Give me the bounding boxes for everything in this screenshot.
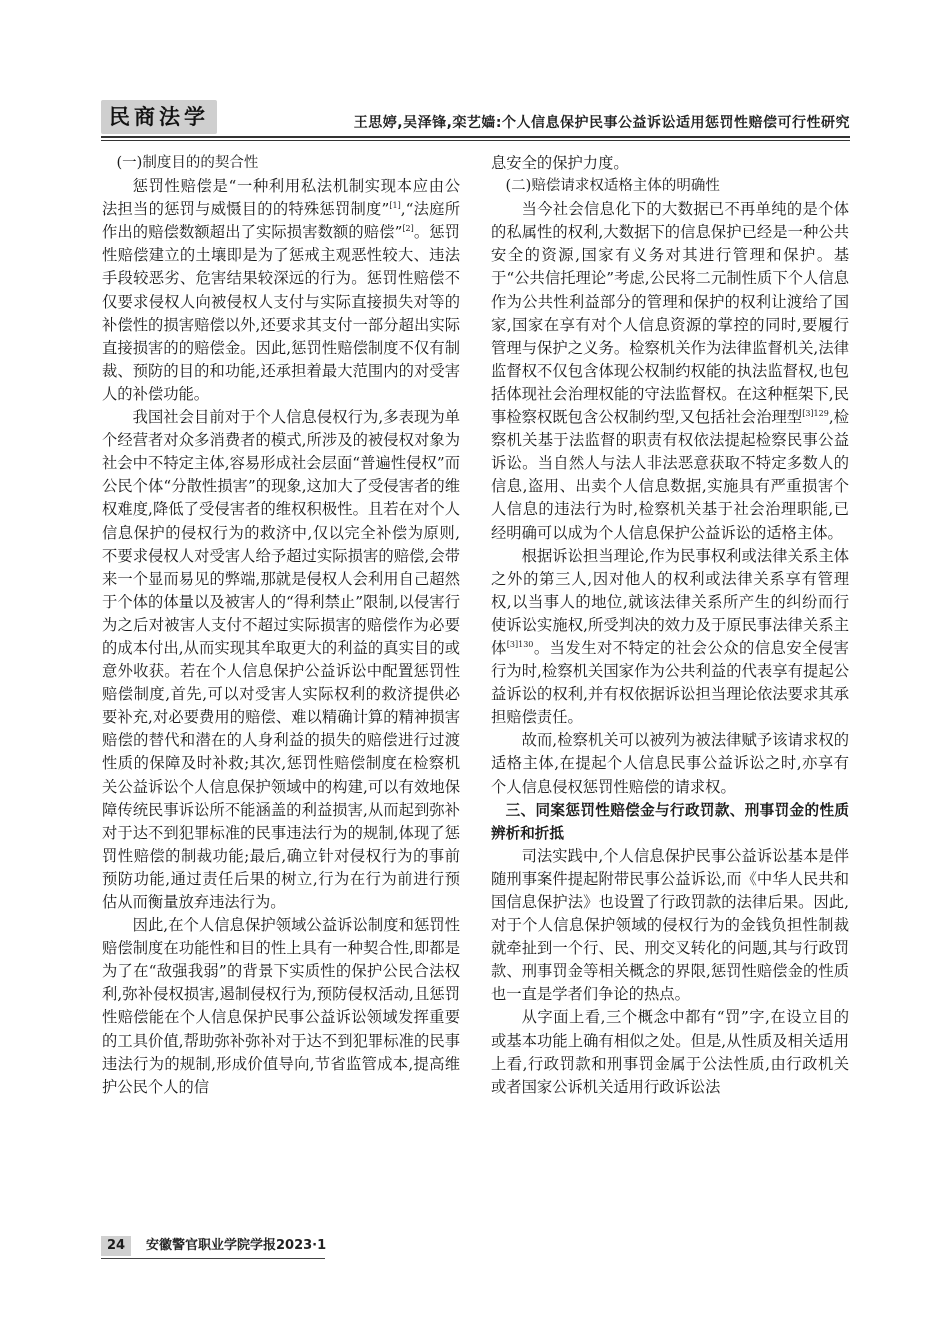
paragraph-text: ,“法庭所作出的赔偿数额超出了实际损害数额的赔偿” [102, 200, 460, 242]
paragraph-text: 惩罚性赔偿是“一种利用私法机制实现本应由公法担当的惩罚与威慑目的的特殊惩罚制度” [102, 177, 460, 219]
subheading-claimant-clarity: (二)赔偿请求权适格主体的明确性 [505, 178, 720, 195]
paragraph: 因此,在个人信息保护领域公益诉讼制度和惩罚性赔偿制度在功能性和目的性上具有一种契合性,即都是为了在“敌强我弱”的背景下实质性的保护公民合法权利,弥补侵权损害,遏制侵权行为,预防侵权活动,且惩罚性赔偿能在个人信息保护民事公益诉讼领域发挥重要的工具价值,帮助弥补弥补对于达不到犯罪标准的民事违法行为的规制,形成价值导向,节省监管成本,提高维护公民个人的信 [102, 916, 460, 1096]
section-tag: 民商法学 [101, 100, 217, 134]
paragraph: 故而,检察机关可以被列为被法律赋予该请求权的适格主体,在提起个人信息民事公益诉讼之时,亦享有个人信息侵权惩罚性赔偿的请求权。 [491, 731, 849, 796]
citation-ref: [2] [402, 224, 414, 234]
citation-ref: [3]130 [506, 639, 534, 649]
citation-ref: [3]129 [802, 408, 829, 418]
paragraph-text: ,检察机关基于法监督的职责有权依法提起检察民事公益诉讼。当自然人与法人非法恶意获取不特定多数人的信息,盗用、出卖个人信息数据,实施具有严重损害个人信息的违法行为时,检察机关基于社会治理职能,已经明确可以成为个人信息保护公益诉讼的适格主体。 [491, 408, 849, 542]
header-rule-thin [101, 140, 850, 141]
footer-rule [101, 1258, 325, 1259]
paragraph: 司法实践中,个人信息保护民事公益诉讼基本是伴随刑事案件提起附带民事公益诉讼,而《中华人民共和国信息保护法》也设置了行政罚款的法律后果。因此,对于个人信息保护领域的侵权行为的金钱负担性制裁就牵扯到一个行、民、刑交叉转化的问题,其与行政罚款、刑事罚金等相关概念的界限,惩罚性赔偿金的性质也一直是学者们争论的热点。 [491, 846, 849, 1004]
paragraph [491, 198, 849, 544]
paragraph-text: 。当发生对不特定的社会公众的信息安全侵害行为时,检察机关国家作为公共利益的代表享有提起公益诉讼的权利,并有权依据诉讼担当理论依法要求其承担赔偿责任。 [491, 638, 849, 727]
paragraph-continuation: 息安全的保护力度。 [491, 154, 629, 172]
paragraph: 从字面上看,三个概念中都有“罚”字,在设立目的或基本功能上确有相似之处。但是,从性质及相关适用上看,行政罚款和刑事罚金属于公法性质,由行政机关或者国家公诉机关适用行政诉讼法 [491, 1008, 849, 1096]
paragraph [102, 175, 460, 406]
paragraph-text: 。惩罚性赔偿建立的土壤即是为了惩戒主观恶性较大、违法手段较恶劣、危害结果较深远的行为。惩罚性赔偿不仅要求侵权人向被侵权人支付与实际直接损失对等的补偿性的损害赔偿以外,还要求其支付一部分超出实际直接损害的的赔偿金。因此,惩罚性赔偿制度不仅有制裁、预防的目的和功能,还承担着最大范围内的对受害人的补偿功能。 [102, 223, 460, 403]
left-column [102, 152, 460, 1232]
page-number: 24 [101, 1236, 131, 1256]
paragraph: 我国社会目前对于个人信息侵权行为,多表现为单个经营者对众多消费者的模式,所涉及的被侵权对象为社会中不特定主体,容易形成社会层面“普遍性侵权”而公民个体“分散性损害”的现象,这加大了受侵害者的维权难度,降低了受侵害者的维权积极性。且若在对个人信息保护的侵权行为的救济中,仅以完全补偿为原则,不要求侵权人对受害人给予超过实际损害的赔偿,会带来一个显而易见的弊端,那就是侵权人会利用自己超然于个体的体量以及被害人的“得利禁止”限制,以侵害行为之后对被害人支付不超过实际损害的赔偿作为必要的成本付出,从而实现其牟取更大的利益的真实目的或意外收获。若在个人信息保护公益诉讼中配置惩罚性赔偿制度,首先,可以对受害人实际权利的救济提供必要补充,对必要费用的赔偿、难以精确计算的精神损害赔偿的替代和潜在的人身利益的损失的赔偿进行过渡性质的保障及时补救;其次,惩罚性赔偿制度在检察机关公益诉讼个人信息保护领域中的构建,可以有效地保障传统民事诉讼所不能涵盖的利益损害,从而起到弥补对于达不到犯罪标准的民事违法行为的规制,体现了惩罚性赔偿的制裁功能;最后,确立针对侵权行为的事前预防功能,通过责任后果的树立,行为在行为前进行预估从而衡量放弃违法行为。 [102, 408, 460, 911]
paragraph-text: 当今社会信息化下的大数据已不再单纯的是个体的私属性的权利,大数据下的信息保护已经是一种公共安全的资源,国家有义务对其进行管理和保护。基于“公共信托理论”考虑,公民将二元制性质下个人信息作为公共性利益部分的管理和保护的权利让渡给了国家,国家在享有对个人信息资源的掌控的同时,要履行管理与保护之义务。检察机关作为法律监督机关,法律监督权不仅包含体现公权制约权能的执法监督权,也包括体现社会治理权能的守法监督权。在这种框架下,民事检察权既包含公权制约型,又包括社会治理型 [491, 200, 849, 427]
section-heading-three: 三、同案惩罚性赔偿金与行政罚款、刑事罚金的性质辨析和折抵 [491, 801, 849, 842]
header-rule-thick [101, 136, 850, 138]
paragraph [491, 545, 849, 730]
paragraph-text: 根据诉讼担当理论,作为民事权利或法律关系主体之外的第三人,因对他人的权利或法律关系享有管理权,以当事人的地位,就该法律关系所产生的纠纷而行使诉讼实施权,所受判决的效力及于原民事法律关系主体 [491, 546, 849, 657]
subheading-purpose-fit: (一)制度目的的契合性 [116, 155, 259, 171]
running-title: 王思婷,吴泽锋,栾艺嫱:个人信息保护民事公益诉讼适用惩罚性赔偿可行性研究 [353, 115, 850, 131]
citation-ref: [1] [389, 201, 401, 211]
journal-name: 安徽警官职业学院学报2023·1 [146, 1238, 327, 1253]
right-column [491, 152, 849, 1232]
